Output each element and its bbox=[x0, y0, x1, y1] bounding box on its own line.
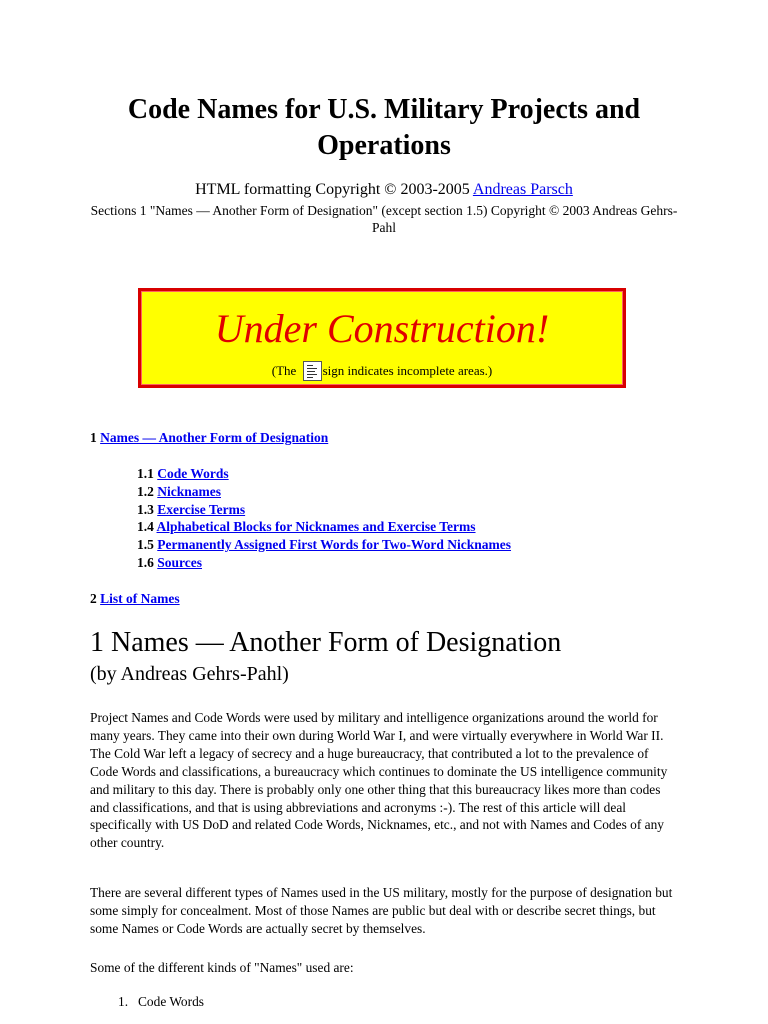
author-link-andreas-parsch[interactable]: Andreas Parsch bbox=[472, 181, 573, 198]
toc-item-1-4 bbox=[137, 518, 511, 536]
toc-link-nicknames[interactable]: Nicknames bbox=[157, 483, 221, 499]
body-paragraph-3: Some of the different kinds of "Names" used are: bbox=[90, 960, 354, 975]
toc-number: 1.4 bbox=[137, 519, 154, 535]
toc-item-1-6 bbox=[137, 554, 511, 572]
banner-note-suffix: sign indicates incomplete areas.) bbox=[322, 363, 493, 378]
toc-item-1-2 bbox=[137, 483, 511, 501]
body-paragraph-2: There are several different types of Names used in the US military, mostly for the purpose of designation but some simply for concealment. Most of those Names are public but deal with or describe secret things, but some Names or Code Words are actually secret by themselves. bbox=[90, 885, 673, 936]
toc-number: 1.5 bbox=[137, 537, 154, 553]
toc-item-1-3 bbox=[137, 501, 511, 519]
toc-number: 1.2 bbox=[137, 483, 154, 499]
html-copyright-text: HTML formatting Copyright © 2003-2005 bbox=[195, 181, 473, 198]
toc-item-1 bbox=[90, 429, 328, 447]
banner-note-prefix: (The bbox=[271, 363, 300, 378]
toc-link-exercise-terms[interactable]: Exercise Terms bbox=[157, 501, 246, 517]
body-paragraph-1: Project Names and Code Words were used by military and intelligence organizations around the world for many years. They came into their own during World War I, and were virtually everywhere in World War II. The Cold War left a legacy of secrecy and a huge bureaucracy, that contributed a lot to the prevalence of Code Words and classifications, a bureaucracy which continues to dominate the US intelligence community and military to this day. There is probably only one other thing that this bureaucracy likes more than codes and classifications, and that is using abbreviations and acronyms :-). The rest of this article will deal specifically with US DoD and related Code Words, Nicknames, etc., and not with Names and Codes of any other country. bbox=[90, 710, 668, 851]
toc-number: 2 bbox=[90, 591, 97, 606]
toc-number: 1 bbox=[90, 430, 97, 445]
section-heading: 1 Names — Another Form of Designation bbox=[90, 627, 562, 658]
toc-number: 1.1 bbox=[137, 466, 154, 481]
toc-sublist bbox=[137, 465, 511, 572]
toc-link-first-words[interactable]: Permanently Assigned First Words for Two-Word Nicknames bbox=[157, 537, 512, 553]
construction-sign-icon bbox=[303, 361, 322, 381]
toc-link-names-designation[interactable]: Names — Another Form of Designation bbox=[100, 430, 329, 445]
under-construction-banner bbox=[138, 288, 626, 388]
toc-link-list-of-names[interactable]: List of Names bbox=[100, 591, 180, 606]
toc-number: 1.3 bbox=[137, 501, 154, 517]
section-byline: (by Andreas Gehrs-Pahl) bbox=[90, 663, 289, 685]
toc-number: 1.6 bbox=[137, 554, 154, 570]
toc-link-sources[interactable]: Sources bbox=[157, 554, 203, 570]
list-item-number: 1. bbox=[118, 994, 129, 1009]
banner-note bbox=[141, 361, 623, 381]
toc-item-1-1 bbox=[137, 465, 511, 483]
list-item-label: Code Words bbox=[138, 994, 204, 1009]
banner-title: Under Construction! bbox=[214, 306, 550, 351]
toc-item-2 bbox=[90, 590, 180, 608]
html-copyright-line bbox=[90, 180, 678, 200]
list-item bbox=[118, 993, 204, 1010]
page-title: Code Names for U.S. Military Projects and Operations bbox=[127, 94, 641, 161]
sections-copyright-line: Sections 1 "Names — Another Form of Designation" (except section 1.5) Copyright © 2003 Andreas Gehrs-Pahl bbox=[90, 203, 678, 235]
toc-link-alphabetical-blocks[interactable]: Alphabetical Blocks for Nicknames and Exercise Terms bbox=[156, 519, 476, 535]
names-type-list bbox=[118, 993, 204, 1010]
toc-item-1-5 bbox=[137, 536, 511, 554]
toc-link-code-words[interactable]: Code Words bbox=[157, 466, 229, 481]
